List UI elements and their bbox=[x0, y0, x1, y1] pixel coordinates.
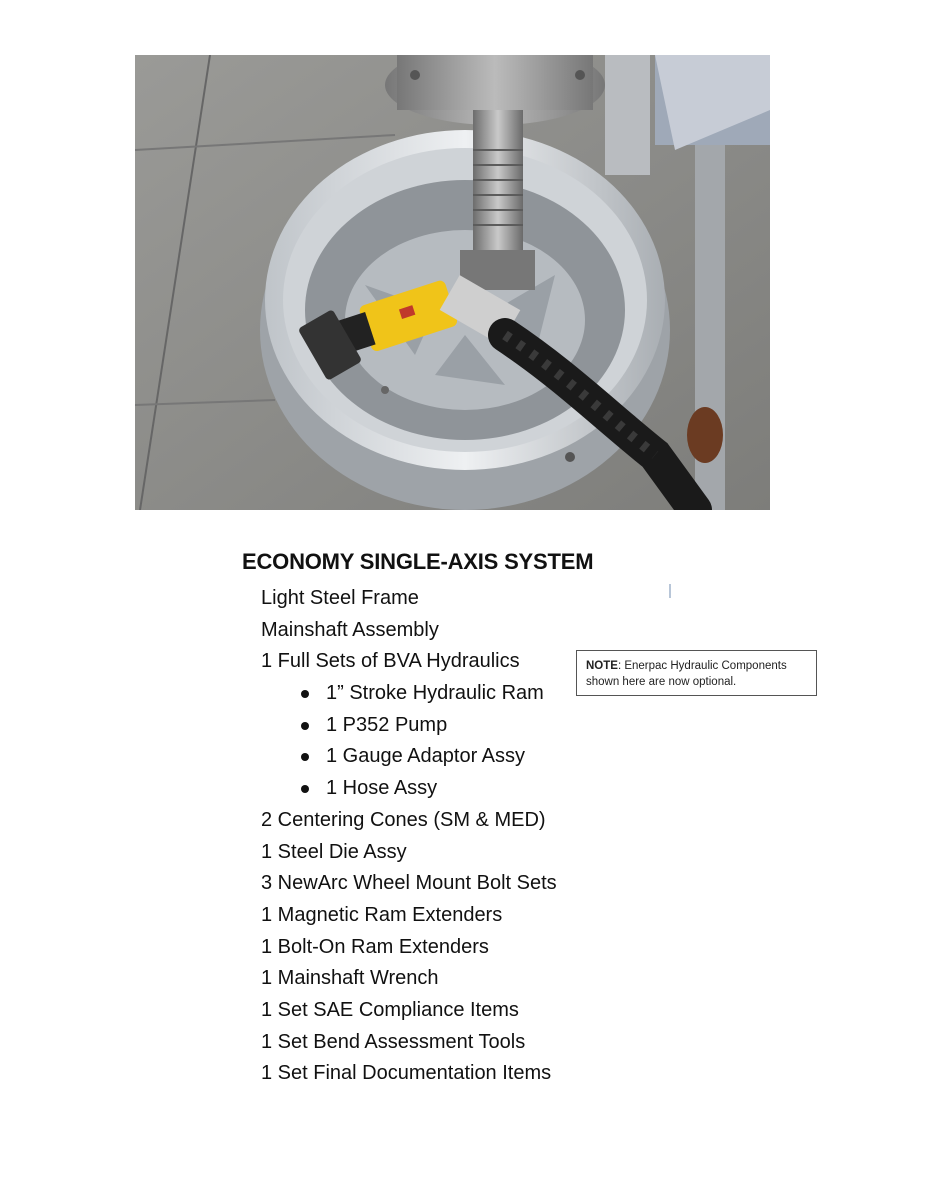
list-item-text: 1 Gauge Adaptor Assy bbox=[326, 745, 526, 768]
component-list bbox=[261, 583, 557, 1090]
list-item-text: 3 NewArc Wheel Mount Bolt Sets bbox=[261, 872, 557, 895]
list-sub-item bbox=[261, 741, 557, 773]
list-item bbox=[261, 1027, 557, 1059]
list-item bbox=[261, 868, 557, 900]
list-item bbox=[261, 995, 557, 1027]
list-item bbox=[261, 1058, 557, 1090]
list-sub-item bbox=[261, 710, 557, 742]
wheel-press-illustration bbox=[135, 55, 770, 510]
list-item-text: 1 Bolt-On Ram Extenders bbox=[261, 935, 489, 958]
note-box bbox=[576, 650, 817, 696]
list-item-text: 1 Set Bend Assessment Tools bbox=[261, 1030, 526, 1053]
list-item-text: 2 Centering Cones (SM & MED) bbox=[261, 808, 546, 831]
product-photo bbox=[135, 55, 770, 510]
list-item bbox=[261, 932, 557, 964]
list-item-text: 1 Hose Assy bbox=[326, 777, 438, 800]
list-item bbox=[261, 900, 557, 932]
list-item-text: Light Steel Frame bbox=[261, 587, 419, 609]
note-label: NOTE bbox=[586, 660, 618, 672]
list-item-text: 1” Stroke Hydraulic Ram bbox=[326, 682, 544, 705]
list-item-text: 1 Full Sets of BVA Hydraulics bbox=[261, 650, 520, 673]
list-item bbox=[261, 583, 557, 615]
bullet-icon bbox=[301, 753, 309, 761]
list-item-text: 1 Steel Die Assy bbox=[261, 840, 407, 863]
list-item bbox=[261, 646, 557, 678]
list-sub-item bbox=[261, 773, 557, 805]
decorative-mark bbox=[669, 584, 671, 598]
list-item-text: Mainshaft Assembly bbox=[261, 618, 439, 641]
list-item bbox=[261, 837, 557, 869]
list-item bbox=[261, 963, 557, 995]
page-title: ECONOMY SINGLE-AXIS SYSTEM bbox=[242, 549, 594, 574]
list-item-text: 1 Set Final Documentation Items bbox=[261, 1062, 552, 1085]
bullet-icon bbox=[301, 690, 309, 698]
bullet-icon bbox=[301, 785, 309, 793]
list-item-text: 1 Set SAE Compliance Items bbox=[261, 998, 519, 1021]
list-item bbox=[261, 805, 557, 837]
list-item-text: 1 P352 Pump bbox=[326, 713, 448, 736]
list-item bbox=[261, 615, 557, 647]
bullet-icon bbox=[301, 722, 309, 730]
note-text: : Enerpac Hydraulic Components shown here are now optional. bbox=[586, 660, 787, 688]
list-item-text: 1 Magnetic Ram Extenders bbox=[261, 903, 503, 926]
list-item-text: 1 Mainshaft Wrench bbox=[261, 967, 439, 990]
list-sub-item bbox=[261, 678, 557, 710]
